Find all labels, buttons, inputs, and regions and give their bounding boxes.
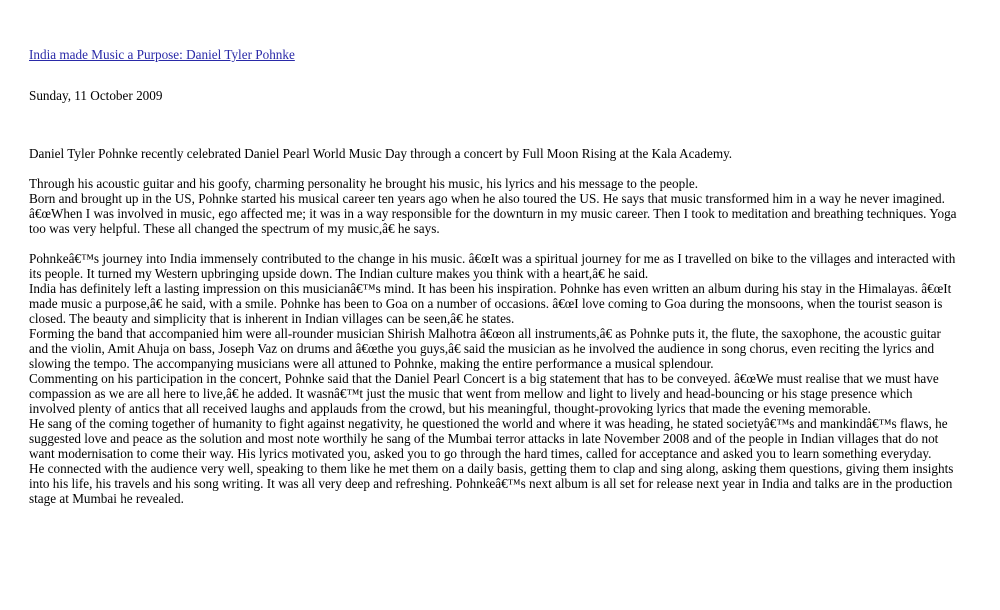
paragraph: He connected with the audience very well, speaking to them like he met them on a daily basis, getting them to clap and sing along, asking them questions, giving them insights into his life, his travels and his song writing. It was all very deep and refreshing. Pohnkeâ€™s next album is all set for release next year in India and talks are in the production stage at Mumbai he revealed. xyxy=(29,461,954,506)
paragraph: Forming the band that accompanied him were all-rounder musician Shirish Malhotra â€œon all instruments,â€ as Pohnke puts it, the flute, the saxophone, the acoustic guitar and the violin, Amit Ahuja on bass, Joseph Vaz on drums and â€œthe you guys,â€ said the musician as he involved the audience in song chorus, even reciting the lyrics and slowing the tempo. The accompanying musicians were all attuned to Pohnke, making the entire performance a musical splendour. xyxy=(29,326,941,371)
paragraph: Commenting on his participation in the concert, Pohnke said that the Daniel Pearl Concert is a big statement that has to be conveyed. â€œWe must realise that we must have compassion as we are all here to live,â€ he added. It wasnâ€™t just the music that went from mellow and light to lively and head-bouncing or his stage presence which involved plenty of antics that all received laughs and applauds from the crowd, but his meaningful, thought-provoking lyrics that made the evening memorable. xyxy=(29,371,939,416)
paragraph: Through his acoustic guitar and his goofy, charming personality he brought his music, his lyrics and his message to the people. xyxy=(29,176,699,191)
paragraph-spacer xyxy=(29,236,959,251)
paragraph: Pohnkeâ€™s journey into India immensely contributed to the change in his music. â€œIt was a spiritual journey for me as I travelled on bike to the villages and interacted with its people. It turned my Western upbringing upside down. The Indian culture makes you think with a heart,â€ he said. xyxy=(29,251,956,281)
article-date: Sunday, 11 October 2009 xyxy=(29,88,163,103)
paragraph: He sang of the coming together of humanity to fight against negativity, he questioned the world and where it was heading, he stated societyâ€™s and mankindâ€™s flaws, he suggested love and peace as the solution and most note worthily he sang of the Mumbai terror attacks in late November 2008 and of the people in Indian villages that do not want modernisation to come their way. His lyrics motivated you, asked you to go through the hard times, called for acceptance and asked you to learn something everyday. xyxy=(29,416,948,461)
intro-paragraph: Daniel Tyler Pohnke recently celebrated Daniel Pearl World Music Day through a concert by Full Moon Rising at the Kala Academy. xyxy=(29,146,733,161)
article-body xyxy=(29,146,959,506)
paragraph: Born and brought up in the US, Pohnke started his musical career ten years ago when he also toured the US. He says that music transformed him in a way he never imagined. â€œWhen I was involved in music, ego affected me; it was in a way responsible for the downturn in my music career. Then I took to meditation and breathing techniques. Yoga too was very helpful. These all changed the spectrum of my music,â€ he says. xyxy=(29,191,957,236)
paragraph: India has definitely left a lasting impression on this musicianâ€™s mind. It has been his inspiration. Pohnke has even written an album during his stay in the Himalayas. â€œIt made music a purpose,â€ he said, with a smile. Pohnke has been to Goa on a number of occasions. â€œI love coming to Goa during the monsoons, when the tourist season is closed. The beauty and simplicity that is inherent in Indian villages can be seen,â€ he states. xyxy=(29,281,952,326)
paragraph-spacer xyxy=(29,161,959,176)
article-title-link[interactable]: India made Music a Purpose: Daniel Tyler Pohnke xyxy=(29,47,295,62)
